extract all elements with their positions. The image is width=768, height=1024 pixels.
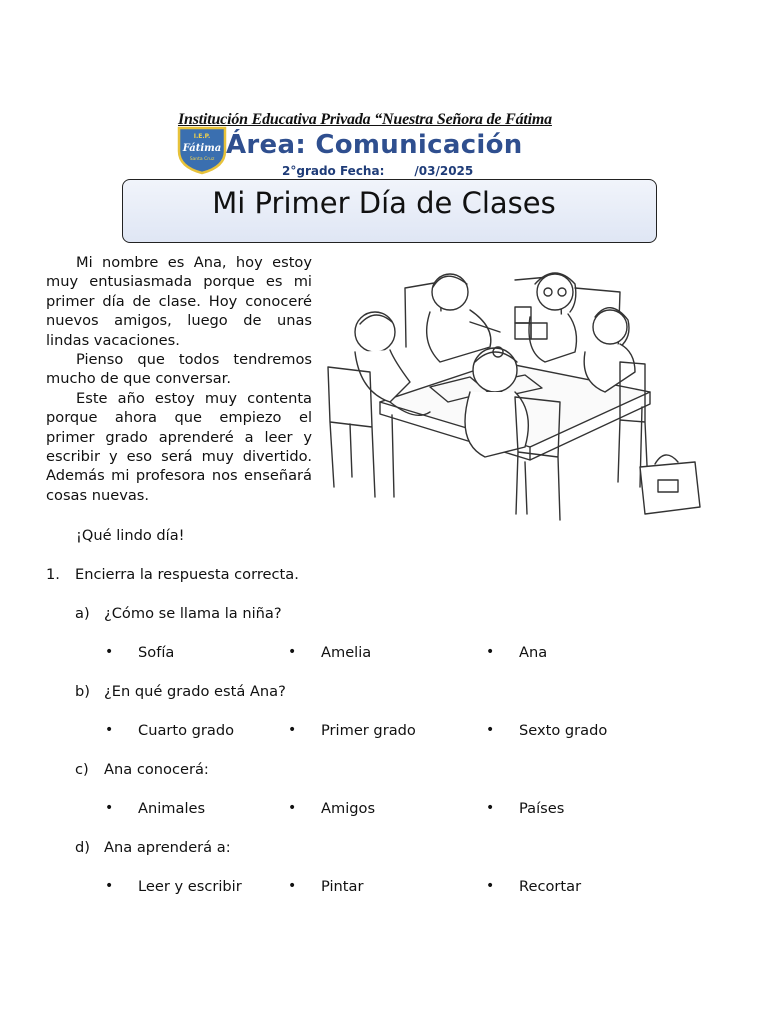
story-paragraph-1: Mi nombre es Ana, hoy estoy muy entusiasmada porque es mi primer día de clase. Hoy conoceré nuevos amigos, luego de unas lindas vacaciones. — [46, 254, 312, 349]
options-b — [0, 722, 768, 742]
exercise-instruction — [46, 566, 299, 583]
bullet: • — [288, 644, 297, 660]
option[interactable]: Animales — [138, 800, 206, 817]
option[interactable]: Leer y escribir — [138, 878, 242, 895]
area-title: Área: Comunicación — [226, 130, 523, 160]
story-closing: ¡Qué lindo día! — [76, 527, 185, 544]
options-c — [0, 800, 768, 820]
bullet: • — [288, 722, 297, 738]
bullet: • — [486, 722, 495, 738]
exercise-instruction-text: Encierra la respuesta correcta. — [75, 566, 299, 583]
date-value: /03/2025 — [414, 164, 474, 178]
question-letter: c) — [75, 761, 89, 778]
question-a — [75, 605, 282, 622]
question-text: Ana conocerá: — [104, 761, 209, 778]
question-text: ¿Cómo se llama la niña? — [104, 605, 282, 622]
options-a — [0, 644, 768, 664]
logo-text-2: Fátima — [182, 143, 222, 154]
bullet: • — [105, 644, 114, 660]
grade-label: 2°grado Fecha: — [282, 164, 385, 178]
question-letter: b) — [75, 683, 90, 700]
page-title: Mi Primer Día de Clases — [212, 186, 556, 220]
bullet: • — [486, 644, 495, 660]
story-text — [46, 253, 312, 505]
question-c — [75, 761, 209, 778]
option[interactable]: Ana — [519, 644, 548, 661]
bullet: • — [288, 878, 297, 894]
bullet: • — [486, 800, 495, 816]
option[interactable]: Primer grado — [321, 722, 416, 739]
option[interactable]: Pintar — [321, 878, 364, 895]
logo-text-1: I.E.P. — [193, 133, 211, 140]
school-logo-icon — [176, 125, 228, 175]
children-at-table-illustration — [320, 252, 705, 522]
question-d — [75, 839, 231, 856]
option[interactable]: Sofía — [138, 644, 175, 661]
question-letter: d) — [75, 839, 90, 856]
question-b — [75, 683, 286, 700]
bullet: • — [105, 878, 114, 894]
institution-name: Institución Educativa Privada “Nuestra Señora de Fátima — [178, 111, 552, 128]
story-paragraph-3: Este año estoy muy contenta porque ahora que empiezo el primer grado aprenderé a leer y escribir y eso será muy divertido. Además mi profesora nos enseñará cosas nuevas. — [46, 389, 312, 504]
option[interactable]: Recortar — [519, 878, 582, 895]
exercise-number: 1. — [46, 566, 60, 583]
bullet: • — [105, 722, 114, 738]
bullet: • — [486, 878, 495, 894]
logo-text-3: Santa Cruz — [189, 157, 215, 162]
story-paragraph-2: Pienso que todos tendremos mucho de que conversar. — [46, 351, 312, 388]
option[interactable]: Países — [519, 800, 565, 817]
option[interactable]: Amelia — [321, 644, 372, 661]
bullet: • — [105, 800, 114, 816]
option[interactable]: Amigos — [321, 800, 376, 817]
bullet: • — [288, 800, 297, 816]
question-text: ¿En qué grado está Ana? — [104, 683, 286, 700]
option[interactable]: Cuarto grado — [138, 722, 235, 739]
question-text: Ana aprenderá a: — [104, 839, 231, 856]
option[interactable]: Sexto grado — [519, 722, 608, 739]
grade-date-line — [282, 164, 473, 178]
options-d — [0, 878, 768, 898]
question-letter: a) — [75, 605, 90, 622]
